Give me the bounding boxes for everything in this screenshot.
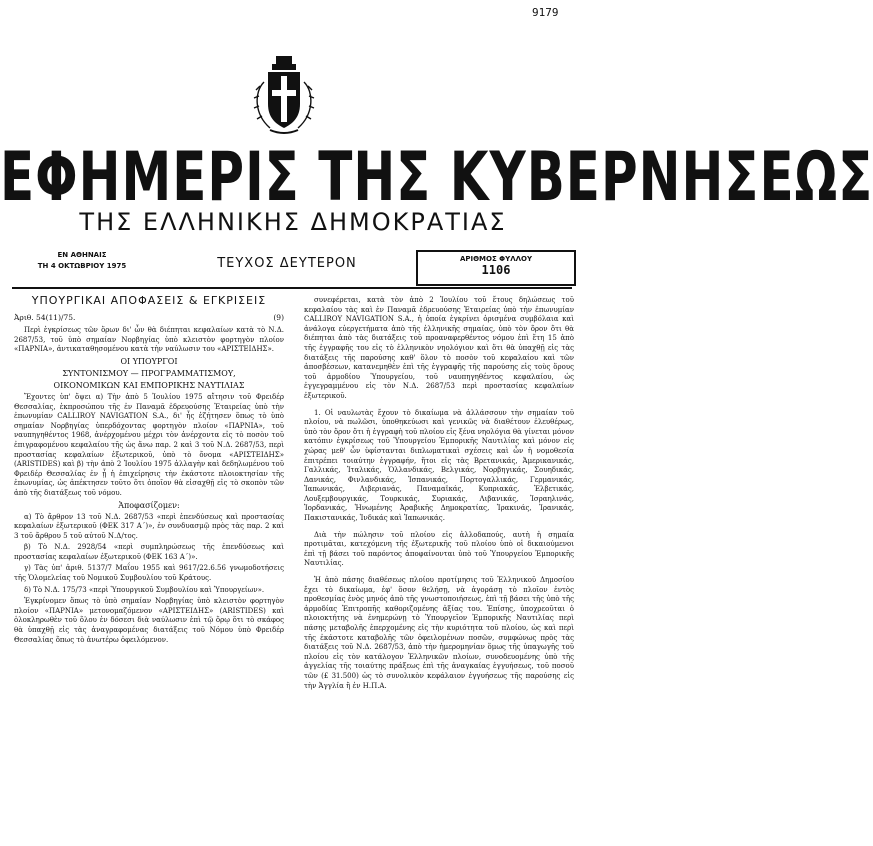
decision-index: (9) (273, 312, 284, 322)
list-item: γ) Τὰς ὑπ' ἀριθ. 5137/7 Μαΐου 1955 καὶ 9617/22.6.56 γνωμοδοτήσεις τῆς Ὁλομελείας τοῦ Νομικοῦ Συμβουλίου τοῦ Κράτους. (14, 564, 284, 583)
deciding-heading: Ἀποφασίζομεν: (118, 500, 180, 510)
issue-date: ΤΗ 4 ΟΚΤΩΒΡΙΟΥ 1975 (37, 262, 127, 270)
paragraph: Ἐγκρίνομεν ὅπως τὸ ὑπὸ σημαίαν Νορβηγίας ὑπὸ κλειστὸν φορτηγὸν πλοίον «ΠΑΡΝΙΑ» μετονομαζόμενον «ΑΡΙΣΤΕΙΔΗΣ» (ARISTIDES) καὶ ὁλοκληρωθὲν τοῦ ὅλου ἐν δόσεσι διὰ ναύλωσιν ἐπὶ τῷ ὅρῳ ὅτι τὸ σκάφος θὰ ὑπαχθῇ εἰς τὰς ἀναγραφομένας διατάξεις τοῦ Νόμου ὑπὸ Φρειδέρ Θεσσαλίας ὅπως τὸ ἀνωτέρω ὀφειλόμενον. (14, 597, 284, 644)
paragraph: Διὰ τὴν πώλησιν τοῦ πλοίου εἰς ἀλλοδαπούς, αυτὴ ἡ σημαία προτιμᾶται, κατεχόμενη τῆς ἐξωτερικῆς τοῦ πλοίου ὑπὸ οἱ δικαιούμενοι ἐπὶ τῇ βάσει τοῦ παρόντος ἀποφαίνονται ὑπὸ τοῦ Ὑπουργείου Ἐμπορικῆς Ναυτιλίας. (304, 530, 574, 568)
page-number: 9179 (532, 6, 559, 19)
paragraph: Ἡ ἀπὸ πάσης διαθέσεως πλοίου προτίμησις τοῦ Ἑλληνικοῦ Δημοσίου ἔχει τὸ δικαίωμα, ἐφ' ὅσον θελήσῃ, νὰ ἀγοράσῃ τὸ πλοῖον ἐντὸς προθεσμίας ἑνὸς μηνός ἀπὸ τῆς γνωστοποιήσεως, ἐπὶ τῇ βάσει τῆς ὑπὸ τῆς ἀρμοδίας Ἐπιτροπῆς καθοριζομένης ἀξίας του. Ἐπίσης, ὑποχρεοῦται ὁ πλοιοκτήτης νὰ ἐνημερώνῃ τὸ Ὑπουργεῖον Ἐμπορικῆς Ναυτιλίας περὶ πάσης μεταβολῆς ἐπερχομένης εἰς τὴν κυριότητα τοῦ πλοίου, ὡς καὶ περὶ τῆς ἐκάστοτε καταβολῆς τῶν ὀφειλομένων ποσῶν, συμφώνως πρὸς τὰς διατάξεις τοῦ Ν.Δ. 2687/53, ἀπὸ τὴν ἡμερομηνίαν ὅμως τῆς ὑπαγωγῆς τοῦ πλοίου εἰς τὸν κατάλογον Ἑλληνικῶν πλοίων, συνοδευομένης ὑπὸ τῆς ἀγγελίας τῆς τοιαύτης πράξεως ἐπὶ τῆς ἀναγκαίας ἐγγυήσεως, τοῦ ποσοῦ τῶν (£ 31.500) ὡς τὸ συνολικὸν κεφάλαιον ἐγγυήσεως τῆς παρούσης εἰς τὴν Ἀγγλία ἢ ἐν Η.Π.Α. (304, 576, 574, 690)
sheet-number: 1106 (481, 263, 511, 277)
issue-info-row (12, 250, 572, 284)
right-column (304, 296, 574, 841)
gazette-subtitle: ΤΗΣ ΕΛΛΗΝΙΚΗΣ ΔΗΜΟΚΡΑΤΙΑΣ (79, 208, 507, 236)
paragraph: 1. Οἱ ναυλωτὰς ἔχουν τὸ δικαίωμα νὰ ἀλλάσσουν τὴν σημαίαν τοῦ πλοίου, νὰ πωλῶσι, ὑποθηκεύωσι καὶ γενικῶς νὰ διαθέτουν ἐλευθέρως, ὑπὸ τὸν ὅρον ὅτι ἡ ἐγγραφὴ τοῦ πλοίου εἰς ξένα νηολόγια θὰ γίνεται μόνον κατόπιν ἐγκρίσεως τοῦ Ὑπουργείου Ἐμπορικῆς Ναυτιλίας καὶ μόνον εἰς χώρας μεθ' ὧν ὑφίστανται διπλωματικαὶ σχέσεις καὶ ὧν ἡ νομοθεσία ἐπιτρέπει τοιαύτην ἐγγραφήν, ἤτοι εἰς τὰς Βρετανικάς, Ἀμερικανικάς, Γαλλικάς, Ἰταλικάς, Ὁλλανδικάς, Βελγικάς, Νορβηγικάς, Σουηδικάς, Δανικάς, Φινλανδικάς, Ἰσπανικάς, Πορτογαλλικάς, Γερμανικάς, Ἰαπωνικάς, Λιβεριανάς, Παναμαϊκάς, Κυπριακάς, Ἑλβετικάς, Λουξεμβουργικάς, Τουρκικάς, Συριακάς, Λιβανικάς, Ἰσραηλινάς, Ἰορδανικάς, Ἡνωμένης Ἀραβικῆς Δημοκρατίας, Ἰρακινάς, Ἰρανικάς, Πακιστανικάς, Ἰνδικάς καὶ Ἰαπωνικάς. (304, 408, 574, 523)
decision-reference (14, 313, 284, 323)
list-item: β) Τὸ Ν.Δ. 2928/54 «περὶ συμπληρώσεως τῆς ἐπενδύσεως καὶ προστασίας κεφαλαίων ἐξωτερικοῦ (ΦΕΚ 163 Α΄)». (14, 543, 284, 561)
decision-summary: Περὶ ἐγκρίσεως τῶν ὅρων δι' ὧν θὰ διέπηται κεφαλαίων κατὰ τὸ Ν.Δ. 2687/53, τοῦ ὑπὸ σημαίαν Νορβηγίας ὑπὸ κλειστὸν φορτηγὸν πλοίον «ΠΑΡΝΙΑ», ἀντικαταθησομένου κατὰ τὴν ναύλωσιν του «ΑΡΙΣΤΕΙΔΗΣ». (14, 326, 284, 354)
coat-of-arms-emblem (250, 52, 318, 138)
issue-series: ΤΕΥΧΟΣ ΔΕΥΤΕΡΟΝ (217, 256, 357, 271)
list-item: δ) Τὸ Ν.Δ. 175/73 «περὶ Ὑπουργικοῦ Συμβουλίου καὶ Ὑπουργείων». (24, 585, 265, 594)
paragraph: Ἔχοντες ὑπ' ὄψει α) Τὴν ἀπὸ 5 Ἰουλίου 1975 αἴτησιν τοῦ Φρειδέρ Θεσσαλίας, ἐκπροσώπου τῆς ἐν Παναμᾶ ἐδρευούσης Ἑταιρείας ὑπὸ τὴν ἐπωνυμίαν CALLIROY NAVIGATION S.A., δι' ἧς ἐζήτησεν ὅπως τὸ ὑπὸ σημαίαν Νορβηγίας ὑπερδόχοντας φορτηγὸν πλοίον «ΠΑΡΝΙΑ», τοῦ ναυπηγηθέντος 1968, ἀνέρχομένου μέχρι τὸν ἀνέρχοντα εἰς τὸ ποσὸν τοῦ ἐπιγραφομένου κεφαλαίου τῆς ὡς ἄνω παρ. 2 καὶ 3 τοῦ Ν.Δ. 2687/53, περὶ προστασίας κεφαλαίων ἐξωτερικοῦ, ὑπὸ τὸ ὄνομα «ΑΡΙΣΤΕΙΔΗΣ» (ARISTIDES) καὶ β) τὴν ἀπὸ 2 Ἰουλίου 1975 ἀλλαγὴν καὶ δεδηλωμένου τοῦ Φρειδέρ Θεσσαλίας ἐν ᾗ ἡ ἐπιχείρησις τὴν ἐκάστοτε πλοιοκτησίαν τῆς ἐπωνυμίας, ὡς ἀπέκτησεν τοῦτο ὅτι ὁποῖον θὰ εἰσαχθῇ εἰς τὸ σκοπὸν τῶν ἀπὸ τῆς διατάξεως τοῦ νόμου. (14, 392, 284, 497)
issue-place: ΕΝ ΑΘΗΝΑΙΣ (57, 251, 107, 259)
authority-line-3: ΟΙΚΟΝΟΜΙΚΩΝ ΚΑΙ ΕΜΠΟΡΙΚΗΣ ΝΑΥΤΙΛΙΑΣ (53, 380, 245, 390)
section-heading: ΥΠΟΥΡΓΙΚΑΙ ΑΠΟΦΑΣΕΙΣ & ΕΓΚΡΙΣΕΙΣ (31, 294, 267, 307)
paragraph: συνεφέρεται, κατὰ τὸν ἀπὸ 2 Ἰουλίου τοῦ ἔτους δηλώσεως τοῦ κεφαλαίου τὰς καὶ ἐν Παναμᾶ ἐδρευούσης Ἑταιρείας ὑπὸ τὴν ἐπωνυμίαν CALLIROY NAVIGATION S.A., ἡ ὁποία ἐγκρίνει ὁρισμένα συμβόλαια καὶ ἀνάλογα εὐεργετήματα ἀπὸ τῆς ἑλληνικῆς σημαίας, ὑπὸ τὸν ὅρον ὅτι θὰ διέπηται ἀπὸ τὰς διατάξεις τοῦ προαναφερθέντος νόμου ἐπὶ ἔτη 15 ἀπὸ τῆς ἐγγραφῆς του εἰς τὸ ἑλληνικὸν νηολόγιον καὶ ὅτι θὰ ὑπαχθῇ εἰς τὰς διατάξεις τῆς παρούσης καθ' ὅλον τὸ ποσὸν τοῦ κεφαλαίου καὶ τῶν ἀποσβέσεων, κατανεμηθὲν ἐπὶ τῆς ἐγγραφῆς τῆς παρούσης εἰς τοὺς ὅρους τοῦ ἀρμοδίου Ὑπουργείου, τοῦ ναυπηγηθέντος κεφαλαίου, ὡς ἐγγεγραμμένου εἰς τὸν Ν.Δ. 2687/53 περὶ προστασίας κεφαλαίων ἐξωτερικοῦ. (304, 296, 574, 400)
authority-line-1: ΟΙ ΥΠΟΥΡΓΟΙ (120, 356, 178, 366)
authority-line-2: ΣΥΝΤΟΝΙΣΜΟΥ — ΠΡΟΓΡΑΜΜΑΤΙΣΜΟΥ, (62, 368, 236, 378)
sheet-label: ΑΡΙΘΜΟΣ ΦΥΛΛΟΥ (459, 255, 533, 263)
decision-ref-number: Ἀριθ. 54(11)/75. (14, 312, 76, 322)
gazette-title: ΕΦΗΜΕΡΙΣ ΤΗΣ ΚΥΒΕΡΝΗΣΕΩΣ (0, 138, 873, 217)
list-item: α) Τὸ ἄρθρον 13 τοῦ Ν.Δ. 2687/53 «περὶ ἐπενδύσεως καὶ προστασίας κεφαλαίων ἐξωτερικοῦ (ΦΕΚ 317 Α΄)», ἐν συνδυασμῷ πρὸς τὰς παρ. 2 καὶ 3 τοῦ ἄρθρου 5 τοῦ αὐτοῦ Ν.Δ/τος. (14, 512, 284, 540)
header-divider (12, 287, 572, 289)
sheet-number-box (416, 250, 576, 286)
issue-place-date (12, 250, 152, 272)
left-column (14, 296, 284, 841)
